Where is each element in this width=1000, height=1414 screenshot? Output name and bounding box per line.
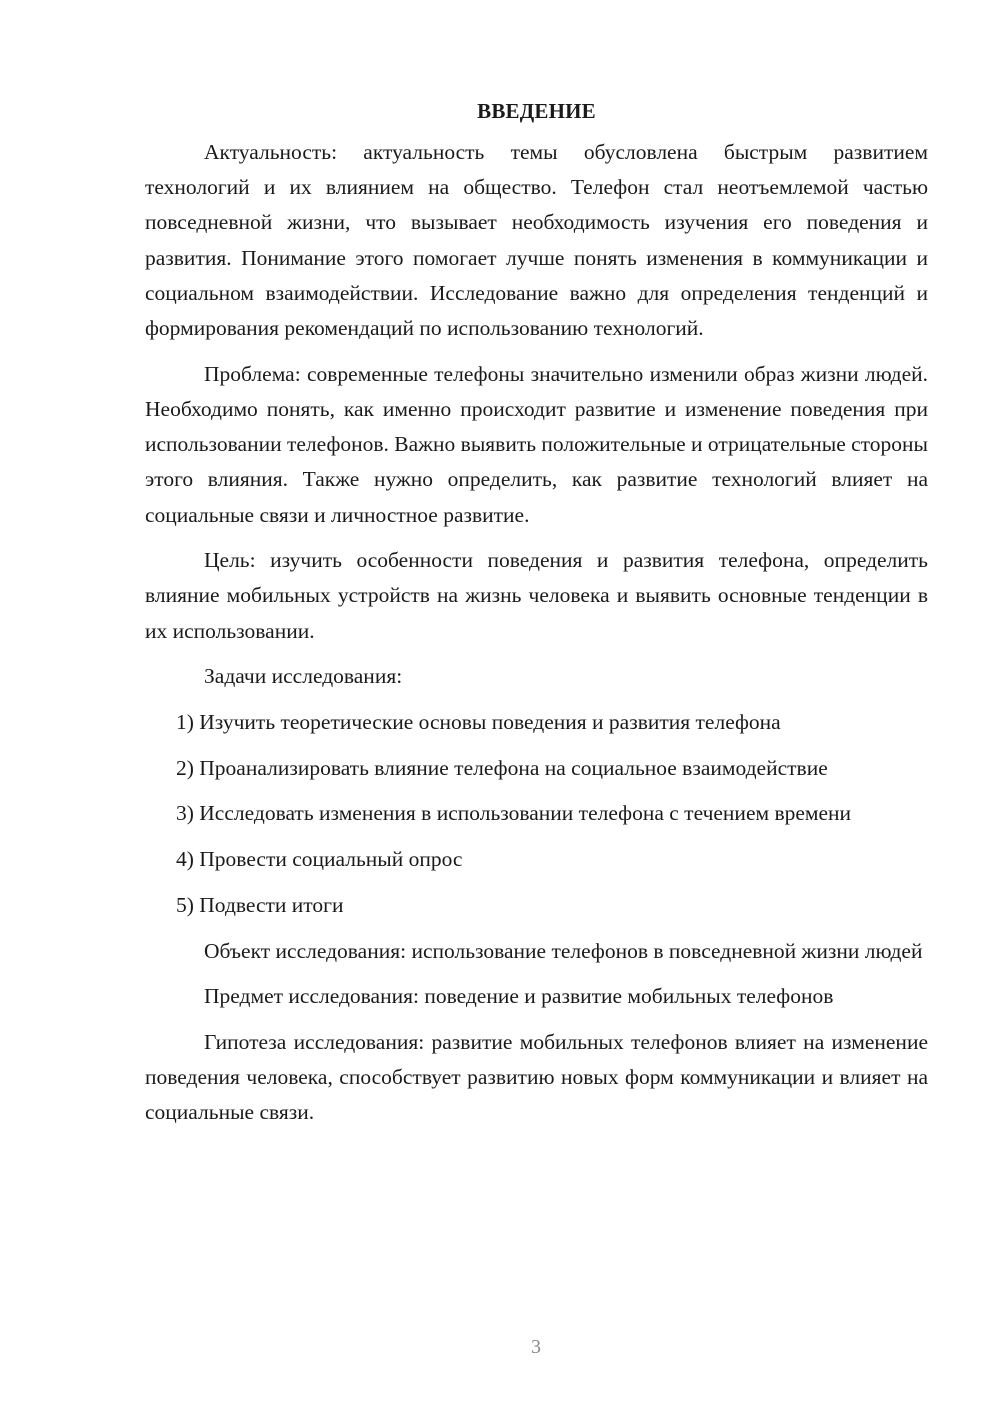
object-paragraph: Объект исследования: использование телефонов в повседневной жизни людей (204, 938, 923, 963)
page-number: 3 (531, 1336, 541, 1358)
hypothesis-paragraph: Гипотеза исследования: развитие мобильных телефонов влияет на изменение поведения человека, способствует развитию новых форм коммуникации и влияет на социальные связи. (145, 1029, 928, 1125)
task-item-4: 4) Провести социальный опрос (176, 847, 463, 872)
tasks-intro: Задачи исследования: (204, 664, 403, 689)
task-item-3: 3) Исследовать изменения в использовании телефона с течением времени (176, 801, 852, 826)
task-item-1: 1) Изучить теоретические основы поведения и развития телефона (176, 710, 781, 735)
problem-paragraph: Проблема: современные телефоны значительно изменили образ жизни людей. Необходимо понять, как именно происходит развитие и изменение поведения при использовании телефонов. Важно выявить положительные и отрицательные стороны этого влияния. Также нужно определить, как развитие технологий влияет на социальные связи и личностное развитие. (145, 361, 928, 527)
relevance-paragraph: Актуальность: актуальность темы обусловлена быстрым развитием технологий и их влиянием на общество. Телефон стал неотъемлемой частью повседневной жизни, что вызывает необходимость изучения его поведения и развития. Понимание этого помогает лучше понять изменения в коммуникации и социальном взаимодействии. Исследование важно для определения тенденций и формирования рекомендаций по использованию технологий. (145, 140, 928, 341)
task-item-5: 5) Подвести итоги (176, 892, 344, 917)
page-content (145, 94, 928, 1131)
goal-paragraph: Цель: изучить особенности поведения и развития телефона, определить влияние мобильных устройств на жизнь человека и выявить основные тенденции в их использовании. (145, 548, 928, 643)
subject-paragraph: Предмет исследования: поведение и развитие мобильных телефонов (204, 984, 834, 1009)
section-heading: ВВЕДЕНИЕ (477, 99, 596, 123)
task-item-2: 2) Проанализировать влияние телефона на социальное взаимодействие (176, 755, 828, 780)
